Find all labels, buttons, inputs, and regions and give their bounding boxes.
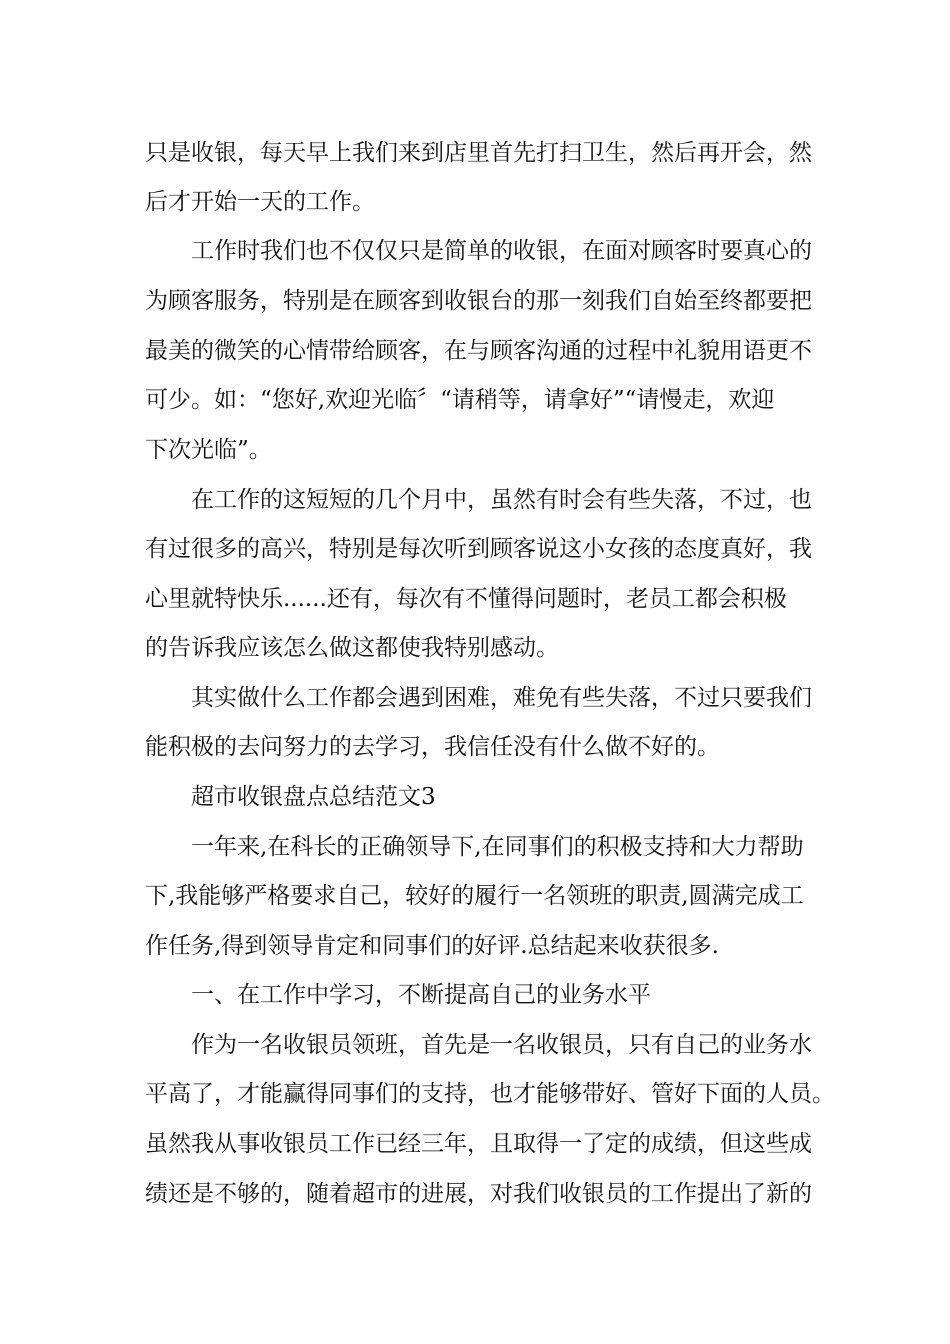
text-line: 下次光临”。 xyxy=(145,437,272,463)
text-line: 作任务,得到领导肯定和同事们的好评.总结起来收获很多. xyxy=(145,933,719,959)
text-line: 虽然我从事收银员工作已经三年，且取得一了定的成绩，但这些成 xyxy=(145,1131,812,1157)
text-line: 可少。如：“您好,欢迎光临〞“请稍等，请拿好”“请慢走，欢迎 xyxy=(145,387,775,413)
text-line: 为顾客服务，特别是在顾客到收银台的那一刻我们自始至终都要把 xyxy=(145,288,812,314)
text-line: 绩还是不够的，随着超市的进展，对我们收银员的工作提出了新的 xyxy=(145,1181,812,1207)
section-heading: 超市收银盘点总结范文3 xyxy=(191,784,436,810)
paragraph-start-line: 作为一名收银员领班，首先是一名收银员，只有自己的业务水 xyxy=(191,1032,812,1058)
text-line: 有过很多的高兴，特别是每次听到顾客说这小女孩的态度真好，我 xyxy=(145,536,812,562)
text-line: 的告诉我应该怎么做这都使我特别感动。 xyxy=(145,635,559,661)
text-line: 最美的微笑的心情带给顾客，在与顾客沟通的过程中礼貌用语更不 xyxy=(145,338,812,364)
paragraph-start-line: 一年来,在科长的正确领导下,在同事们的积极支持和大力帮助 xyxy=(191,834,804,860)
text-line: 只是收银，每天早上我们来到店里首先打扫卫生，然后再开会，然 xyxy=(145,140,812,166)
text-line: 后才开始一天的工作。 xyxy=(145,189,375,215)
text-line: 下,我能够严格要求自己，较好的履行一名领班的职责,圆满完成工 xyxy=(145,883,804,909)
text-line: 能积极的去问努力的去学习，我信任没有什么做不好的。 xyxy=(145,734,720,760)
subsection-heading: 一、在工作中学习，不断提高自己的业务水平 xyxy=(191,982,651,1008)
paragraph-start-line: 其实做什么工作都会遇到困难，难免有些失落，不过只要我们 xyxy=(191,685,812,711)
text-line: 心里就特快乐......还有，每次有不懂得问题时，老员工都会积极 xyxy=(145,586,787,612)
text-line: 平高了，才能赢得同事们的支持，也才能够带好、管好下面的人员。 xyxy=(145,1081,835,1107)
paragraph-start-line: 工作时我们也不仅仅只是简单的收银，在面对顾客时要真心的 xyxy=(191,238,812,264)
paragraph-start-line: 在工作的这短短的几个月中，虽然有时会有些失落，不过，也 xyxy=(191,487,812,513)
